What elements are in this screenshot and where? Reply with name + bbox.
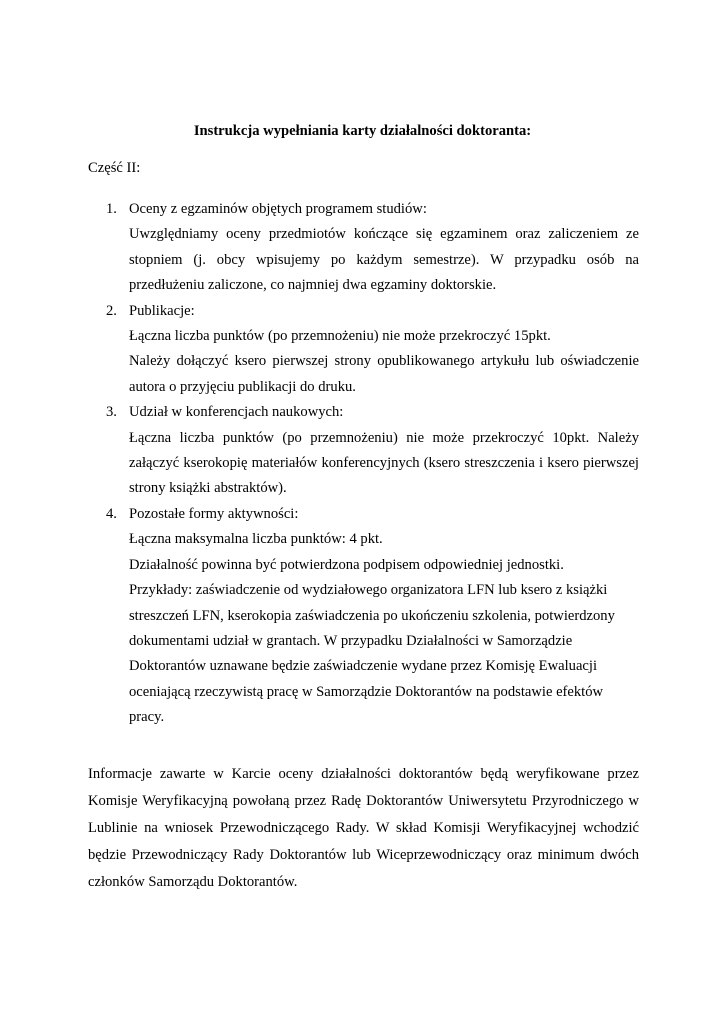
list-item	[106, 400, 639, 502]
item-paragraph: Łączna maksymalna liczba punktów: 4 pkt.	[129, 531, 383, 548]
item-paragraph: Działalność powinna być potwierdzona podpisem odpowiedniej jednostki.	[129, 556, 564, 573]
item-number: 3.	[106, 404, 117, 421]
item-number: 2.	[106, 302, 117, 319]
item-number: 1.	[106, 201, 117, 217]
item-heading: Oceny z egzaminów objętych programem studiów:	[129, 201, 427, 217]
list-item	[106, 299, 639, 401]
item-heading: Pozostałe formy aktywności:	[129, 505, 299, 522]
item-paragraph: Należy dołączyć ksero pierwszej strony opublikowanego artykułu lub oświadczenie autora o przyjęciu publikacji do druku.	[129, 353, 639, 395]
item-paragraph: Łączna liczba punktów (po przemnożeniu) nie może przekroczyć 10pkt. Należy załączyć kserokopię materiałów konferencyjnych (ksero streszczenia i ksero pierwszej strony książki abstraktów).	[129, 429, 639, 497]
list-item	[106, 197, 639, 299]
item-paragraph: Uwzględniamy oceny przedmiotów kończące się egzaminem oraz zaliczeniem ze stopniem (j. obcy wpisujemy po każdym semestrze). W przypadku osób na przedłużeniu zaliczone, co najmniej dwa egzaminy doktorskie.	[129, 226, 639, 294]
closing-paragraph: Informacje zawarte w Karcie oceny działalności doktorantów będą weryfikowane przez Komisje Weryfikacyjną powołaną przez Radę Doktorantów Uniwersytetu Przyrodniczego w Lublinie na wniosek Przewodniczącego Rady. W skład Komisji Weryfikacyjnej wchodzić będzie Przewodniczący Rady Doktorantów lub Wiceprzewodniczący oraz minimum dwóch członków Samorządu Doktorantów.	[88, 766, 639, 890]
item-heading: Udział w konferencjach naukowych:	[129, 404, 344, 421]
document-title: Instrukcja wypełniania karty działalności doktoranta:	[193, 123, 532, 139]
part-label: Część II:	[88, 160, 141, 176]
item-paragraph: Przykłady: zaświadczenie od wydziałowego organizatora LFN lub ksero z książki streszczeń LFN, kserokopia zaświadczenia po ukończeniu szkolenia, potwierdzony dokumentami udział w grantach. W przypadku Działalności w Samorządzie Doktorantów uznawane będzie zaświadczenie wydane przez Komisję Ewaluacji oceniającą rzeczywistą pracę w Samorządzie Doktorantów na podstawie efektów pracy.	[129, 582, 615, 726]
item-heading: Publikacje:	[129, 302, 195, 319]
item-number: 4.	[106, 505, 117, 522]
list-item	[106, 502, 639, 731]
item-paragraph: Łączna liczba punktów (po przemnożeniu) nie może przekroczyć 15pkt.	[129, 328, 551, 345]
instruction-list	[106, 197, 639, 731]
